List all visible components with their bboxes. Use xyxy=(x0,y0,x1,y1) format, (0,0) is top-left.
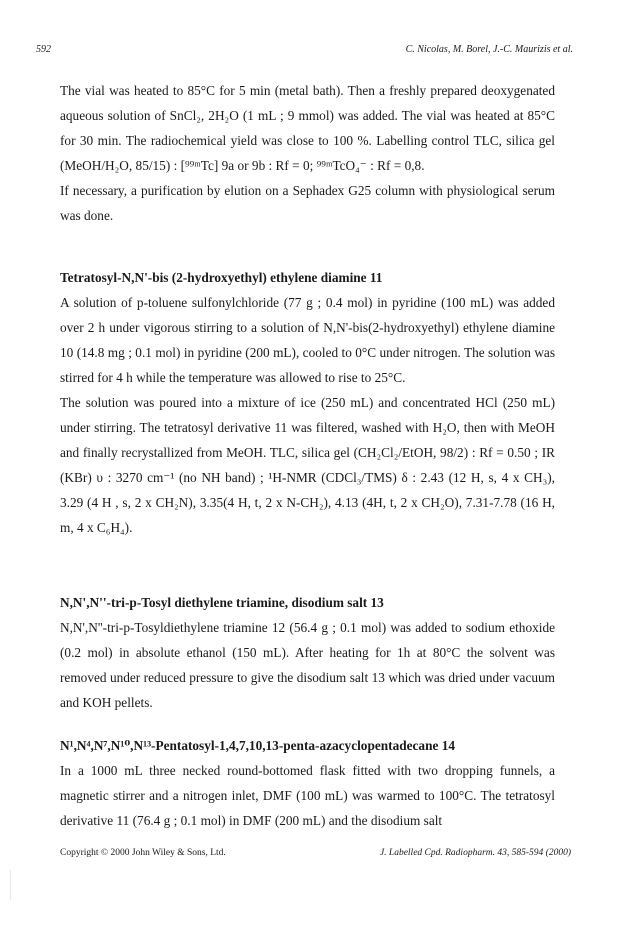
paragraph-synthesis-13: N,N',N''-tri-p-Tosyldiethylene triamine 12 (56.4 g ; 0.1 mol) was added to sodium ethoxide (0.2 mol) in absolute ethanol (150 mL). After heating for 1h at 80°C the solvent was removed under reduced pressure to give the disodium salt 13 which was dried under vacuum and KOH pellets. xyxy=(60,620,555,710)
paragraph-workup-11: The solution was poured into a mixture of ice (250 mL) and concentrated HCl (250 mL) under stirring. The tetratosyl derivative 11 was filtered, washed with H₂O, then with MeOH and finally recrystallized from MeOH. TLC, silica gel (CH₂Cl₂/EtOH, 98/2) : Rf = 0.50 ; IR (KBr) υ : 3270 cm⁻¹ (no NH band) ; ¹H-NMR (CDCl₃/TMS) δ : 2.43 (12 H, s, 4 x CH₃), 3.29 (4 H , s, 2 x CH₂N), 3.35(4 H, t, 2 x N-CH₂), 4.13 (4H, t, 2 x CH₂O), 7.31-7.78 (16 H, m, 4 x C₆H₄). xyxy=(60,395,555,535)
paragraph-labelling-procedure: The vial was heated to 85°C for 5 min (metal bath). Then a freshly prepared deoxygenated aqueous solution of SnCl₂, 2H₂O (1 mL ; 9 mmol) was added. The vial was heated at 85°C for 30 min. The radiochemical yield was close to 100 %. Labelling control TLC, silica gel (MeOH/H₂O, 85/15) : [⁹⁹ᵐTc] 9a or 9b : Rf = 0; ⁹⁹ᵐTcO₄⁻ : Rf = 0,8. xyxy=(60,83,555,173)
footer-journal-citation: J. Labelled Cpd. Radiopharm. 43, 585-594 (2000) xyxy=(379,848,571,858)
footer-copyright: Copyright © 2000 John Wiley & Sons, Ltd. xyxy=(60,848,226,858)
scan-edge-mark xyxy=(10,870,11,900)
heading-compound-13: N,N',N''-tri-p-Tosyl diethylene triamine, disodium salt 13 xyxy=(60,595,384,610)
heading-compound-14: N¹,N⁴,N⁷,N¹⁰,N¹³-Pentatosyl-1,4,7,10,13-penta-azacyclopentadecane 14 xyxy=(60,738,455,753)
running-head-authors: C. Nicolas, M. Borel, J.-C. Maurizis et al. xyxy=(405,44,573,55)
heading-compound-11: Tetratosyl-N,N'-bis (2-hydroxyethyl) ethylene diamine 11 xyxy=(60,270,383,285)
paragraph-purification: If necessary, a purification by elution on a Sephadex G25 column with physiological serum was done. xyxy=(60,183,555,223)
paragraph-synthesis-11: A solution of p-toluene sulfonylchloride (77 g ; 0.4 mol) in pyridine (100 mL) was added over 2 h under vigorous stirring to a solution of N,N'-bis(2-hydroxyethyl) ethylene diamine 10 (14.8 mg ; 0.1 mol) in pyridine (200 mL), cooled to 0°C under nitrogen. The solution was stirred for 4 h while the temperature was allowed to rise to 25°C. xyxy=(60,295,555,385)
paragraph-synthesis-14: In a 1000 mL three necked round-bottomed flask fitted with two dropping funnels, a magnetic stirrer and a nitrogen inlet, DMF (100 mL) was warmed to 100°C. The tetratosyl derivative 11 (76.4 g ; 0.1 mol) in DMF (200 mL) and the disodium salt xyxy=(60,763,555,828)
page-number: 592 xyxy=(36,44,51,55)
article-body xyxy=(60,78,555,833)
